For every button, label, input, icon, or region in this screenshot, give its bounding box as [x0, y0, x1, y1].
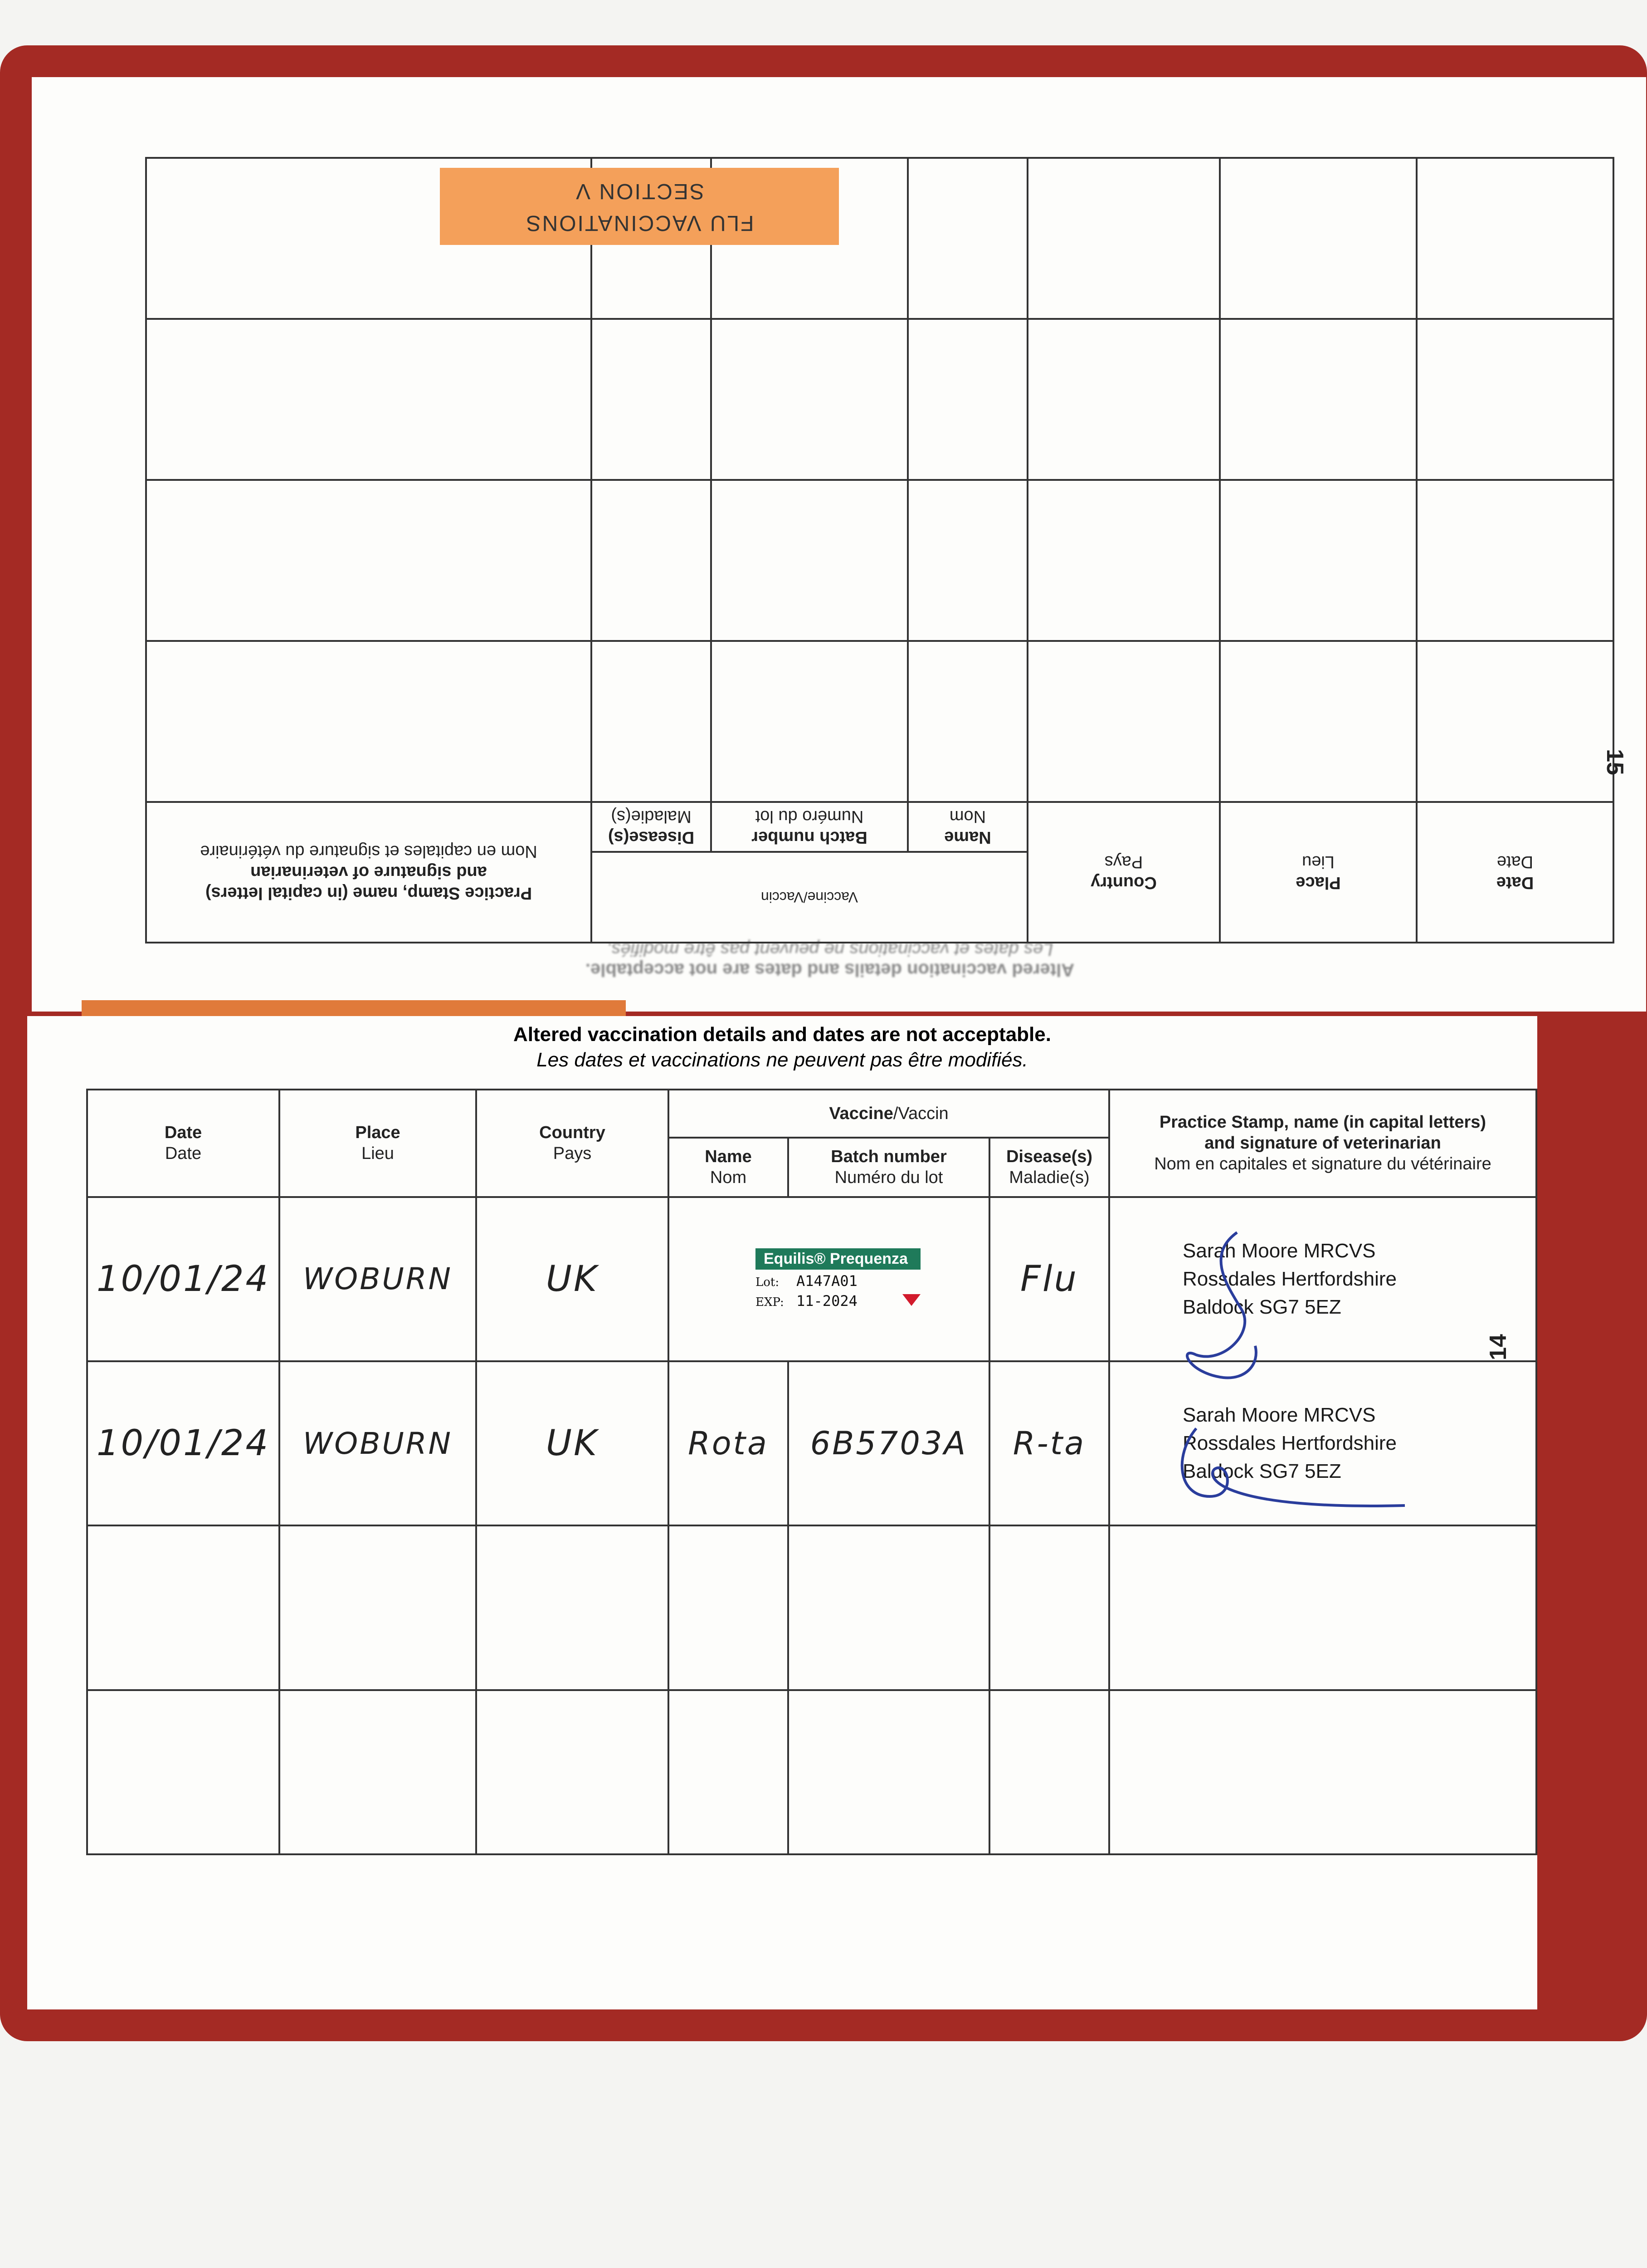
- stamp-practice: Rossdales Hertfordshire: [1183, 1432, 1397, 1455]
- upper-header-disease-en: Disease(s): [608, 828, 695, 847]
- upper-empty-row: [146, 641, 1613, 802]
- page-number: 14: [1485, 1334, 1511, 1360]
- row2-disease: R-ta: [989, 1361, 1109, 1525]
- header-batch-fr: Numéro du lot: [834, 1168, 943, 1188]
- sticker-lot-value: A147A01: [796, 1272, 858, 1290]
- row1-place: WOBURN: [279, 1197, 476, 1361]
- banner-title: FLU VACCINATIONS: [525, 211, 754, 235]
- banner-section: SECTION V: [575, 179, 704, 203]
- header-country: [476, 1090, 668, 1197]
- upper-vaccination-table: [145, 157, 1614, 943]
- upper-empty-row: [146, 480, 1613, 641]
- upper-header-disease: [591, 802, 711, 852]
- stamp-vet-name: Sarah Moore MRCVS: [1183, 1239, 1376, 1262]
- empty-row: [87, 1525, 1536, 1690]
- stamp-text: [1110, 1401, 1535, 1486]
- row2-date: 10/01/24: [87, 1361, 279, 1525]
- header-vaccine: [668, 1090, 1109, 1138]
- header-date: [87, 1090, 279, 1197]
- notice-french: Les dates et vaccinations ne peuvent pas être modifiés.: [536, 1049, 1028, 1071]
- header-name-fr: Nom: [710, 1168, 747, 1188]
- row2-place: WOBURN: [279, 1361, 476, 1525]
- sticker-lot-row: [755, 1272, 921, 1290]
- row1-date: 10/01/24: [87, 1197, 279, 1361]
- header-vaccine-fr: /Vaccin: [893, 1104, 949, 1123]
- upper-page: [32, 77, 1646, 1012]
- upper-header-date-fr: Date: [1496, 852, 1534, 871]
- upper-page-number: 15: [1602, 749, 1628, 775]
- stamp-text: [1110, 1237, 1535, 1321]
- header-name: [668, 1138, 788, 1197]
- row2-batch-number: 6B5703A: [788, 1361, 989, 1525]
- header-practice-stamp: [1109, 1090, 1536, 1197]
- row2-vaccine-name: Rota: [668, 1361, 788, 1525]
- sticker-exp-label: EXP:: [755, 1295, 784, 1310]
- stamp-vet-name: Sarah Moore MRCVS: [1183, 1404, 1376, 1427]
- upper-header-vaccine: Vaccine/Vaccin: [591, 852, 1028, 943]
- signature-icon: [1160, 1419, 1414, 1519]
- upper-header-date: [1417, 802, 1613, 943]
- red-mark-icon: [902, 1294, 921, 1306]
- flu-vaccinations-banner: [440, 168, 839, 245]
- vaccination-table: [86, 1089, 1537, 1855]
- upper-header-place: [1220, 802, 1417, 943]
- upper-header-batch-en: Batch number: [751, 828, 867, 847]
- header-country-fr: Pays: [553, 1144, 592, 1163]
- header-vaccine-en: Vaccine: [829, 1104, 893, 1123]
- upper-header-batch-fr: Numéro du lot: [755, 807, 864, 826]
- upper-header-stamp-line3: Nom en capitales et signature du vétérinaire: [200, 842, 537, 861]
- header-date-en: Date: [164, 1123, 202, 1143]
- upper-notice: [331, 939, 1329, 980]
- stamp-practice: Rossdales Hertfordshire: [1183, 1267, 1397, 1290]
- row2-country: UK: [476, 1361, 668, 1525]
- upper-header-place-en: Place: [1296, 873, 1341, 892]
- header-stamp-line1: Practice Stamp, name (in capital letters): [1159, 1113, 1486, 1132]
- header-date-fr: Date: [165, 1144, 202, 1163]
- upper-header-name-en: Name: [944, 828, 991, 847]
- signature-icon: [1169, 1228, 1287, 1391]
- header-batch-number: [788, 1138, 989, 1197]
- upper-empty-row: [146, 158, 1613, 319]
- upper-header-country-en: Country: [1091, 873, 1157, 892]
- table-row: [87, 1361, 1536, 1525]
- upper-header-stamp-line2: and signature of veterinarian: [250, 863, 487, 882]
- row1-vaccine-sticker-cell: [668, 1197, 989, 1361]
- upper-empty-row: [146, 319, 1613, 480]
- header-place-fr: Lieu: [361, 1144, 394, 1163]
- upper-header-batch: [711, 802, 908, 852]
- upper-header-place-fr: Lieu: [1302, 852, 1335, 871]
- row1-country: UK: [476, 1197, 668, 1361]
- stamp-address: Baldock SG7 5EZ: [1183, 1460, 1341, 1483]
- empty-row: [87, 1690, 1536, 1854]
- header-disease: [989, 1138, 1109, 1197]
- header-stamp-line2: and signature of veterinarian: [1204, 1134, 1441, 1153]
- header-stamp-line3: Nom en capitales et signature du vétérinaire: [1154, 1154, 1491, 1174]
- header-place: [279, 1090, 476, 1197]
- stamp-address: Baldock SG7 5EZ: [1183, 1295, 1341, 1318]
- row1-practice-stamp: [1109, 1197, 1536, 1361]
- upper-header-name-fr: Nom: [949, 807, 986, 826]
- upper-notice-line2: Les dates et vaccinations ne peuvent pas être modifiés.: [606, 939, 1053, 959]
- upper-header-name: [908, 802, 1028, 852]
- header-disease-fr: Maladie(s): [1009, 1168, 1090, 1188]
- upper-header-country-fr: Pays: [1104, 852, 1143, 871]
- lower-notice: [27, 1023, 1537, 1071]
- upper-header-country: [1028, 802, 1220, 943]
- sticker-exp-value: 11-2024: [796, 1292, 858, 1310]
- header-country-en: Country: [539, 1123, 605, 1143]
- table-row: [87, 1197, 1536, 1361]
- upper-header-disease-fr: Maladie(s): [611, 807, 692, 826]
- upper-header-date-en: Date: [1496, 873, 1534, 892]
- header-place-en: Place: [355, 1123, 400, 1143]
- upper-notice-line1: Altered vaccination details and dates are not acceptable.: [585, 960, 1075, 980]
- upper-header-stamp-line1: Practice Stamp, name (in capital letters): [205, 884, 532, 903]
- upper-page-rotated: [32, 77, 1646, 1012]
- sticker-lot-label: Lot:: [755, 1276, 780, 1290]
- header-name-en: Name: [705, 1147, 752, 1167]
- upper-header-stamp: [146, 802, 591, 943]
- sticker-brand: Equilis® Prequenza: [755, 1248, 921, 1270]
- equilis-prequenza-sticker: [755, 1248, 921, 1310]
- header-disease-en: Disease(s): [1006, 1147, 1093, 1167]
- row1-disease: Flu: [989, 1197, 1109, 1361]
- header-batch-en: Batch number: [831, 1147, 947, 1167]
- lower-page: [27, 1016, 1537, 2009]
- sticker-exp-row: [755, 1292, 921, 1310]
- notice-not-acceptable: Altered vaccination details and dates are not acceptable.: [513, 1023, 1051, 1046]
